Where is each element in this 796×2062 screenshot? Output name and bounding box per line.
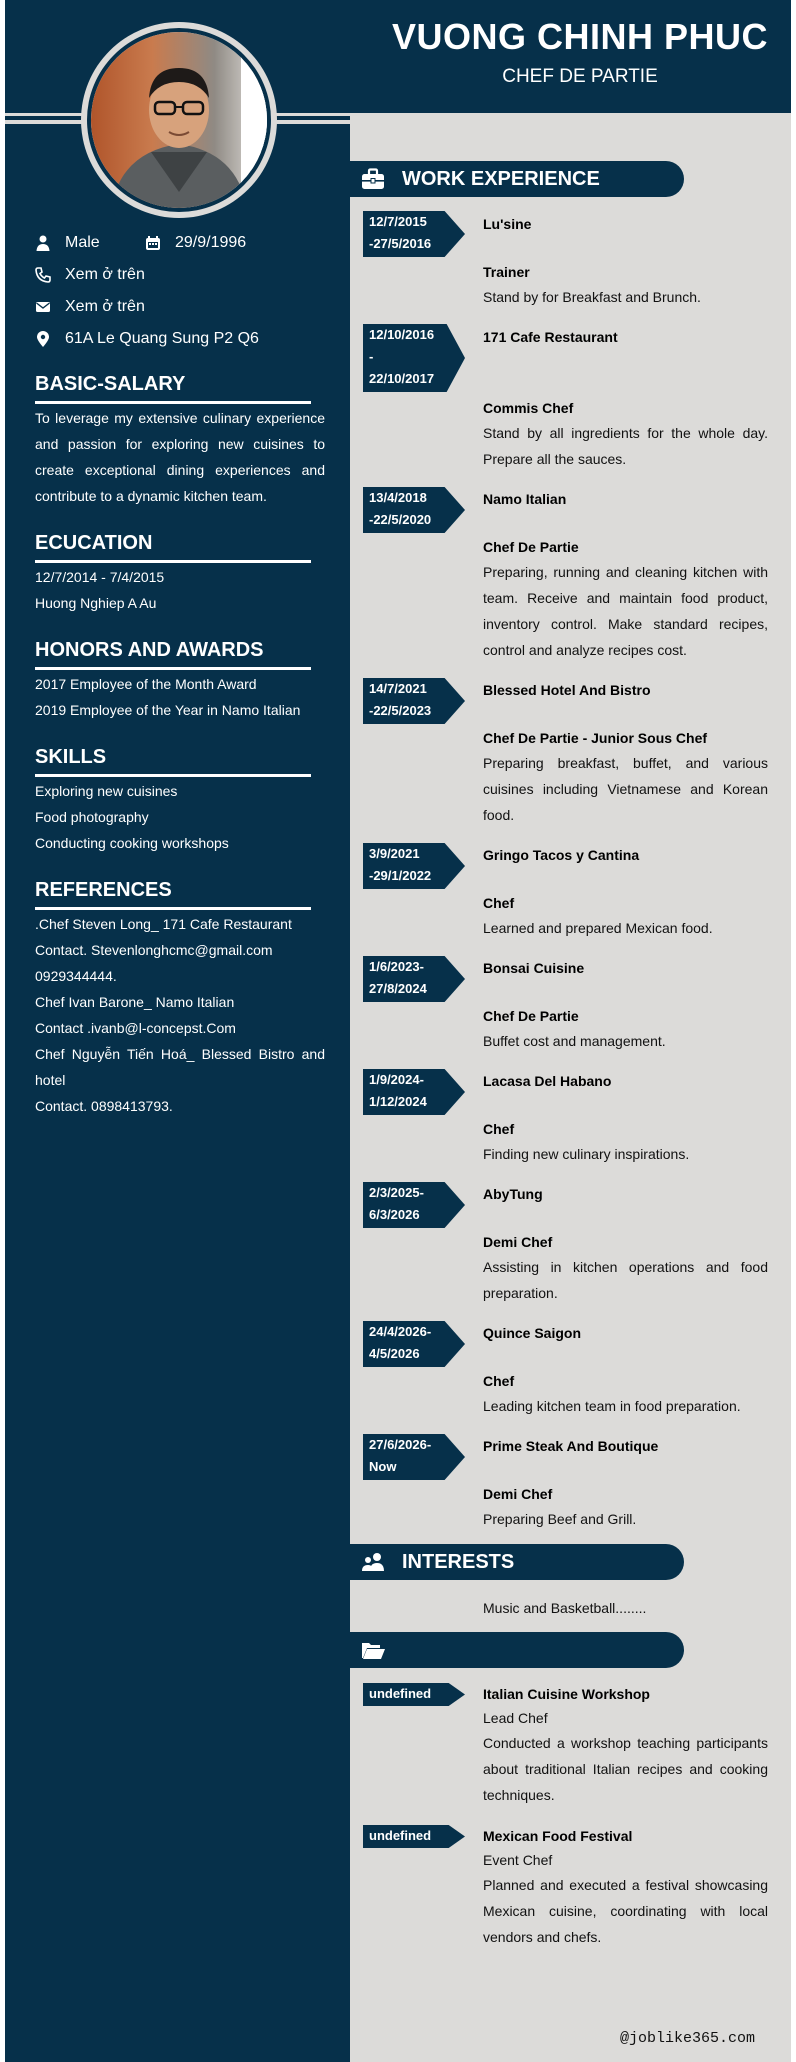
references-heading: REFERENCES (35, 879, 172, 901)
section-rule (35, 907, 311, 910)
activity-role: Lead Chef (483, 1710, 548, 1726)
job-role: Commis Chef (483, 400, 574, 416)
job-company: AbyTung (483, 1186, 543, 1202)
email-row (35, 295, 145, 319)
job-date: 24/4/2026- 4/5/2026 (363, 1321, 465, 1367)
skill-item: Conducting cooking workshops (35, 835, 229, 851)
section-rule (35, 667, 311, 670)
job-role: Trainer (483, 264, 530, 280)
education-period: 12/7/2014 - 7/4/2015 (35, 569, 165, 585)
work-experience-bar (350, 161, 684, 197)
address-row (35, 327, 259, 351)
job-date: 1/9/2024- 1/12/2024 (363, 1069, 465, 1115)
address-value: 61A Le Quang Sung P2 Q6 (65, 330, 259, 347)
section-rule (35, 560, 311, 563)
honors-heading: HONORS AND AWARDS (35, 639, 264, 661)
map-pin-icon (35, 331, 51, 347)
job-description: Leading kitchen team in food preparation. (483, 1398, 741, 1414)
person-icon (35, 235, 51, 251)
job-company: Quince Saigon (483, 1325, 582, 1341)
activity-role: Event Chef (483, 1852, 553, 1868)
job-role: Chef De Partie (483, 1008, 579, 1024)
activity-title: Mexican Food Festival (483, 1828, 633, 1844)
activity-title: Italian Cuisine Workshop (483, 1686, 650, 1702)
job-role: Chef De Partie (483, 539, 579, 555)
honor-item: 2019 Employee of the Year in Namo Italian (35, 702, 301, 718)
job-description: Stand by for Breakfast and Brunch. (483, 289, 701, 305)
job-description: Assisting in kitchen operations and food preparation. (483, 1259, 768, 1301)
basic-salary-text: To leverage my extensive culinary experience and passion for exploring new cuisines to create exceptional dining experiences and contribute to a dynamic kitchen team. (35, 410, 325, 504)
job-description: Preparing Beef and Grill. (483, 1511, 637, 1527)
section-rule (35, 774, 311, 777)
reference-line: Chef Nguyễn Tiến Hoá_ Blessed Bistro and hotel (35, 1046, 325, 1088)
interests-bar (350, 1544, 684, 1580)
education-school: Huong Nghiep A Au (35, 595, 157, 611)
gender-row (35, 231, 100, 255)
job-date: 12/10/2016 - 22/10/2017 (363, 324, 465, 392)
job-role: Chef (483, 1121, 515, 1137)
activities-bar (350, 1632, 684, 1668)
reference-line: .Chef Steven Long_ 171 Cafe Restaurant (35, 916, 292, 932)
email-value: Xem ở trên (65, 298, 145, 315)
reference-line: Contact .ivanb@l-concepst.Com (35, 1020, 236, 1036)
activity-description: Planned and executed a festival showcasing Mexican cuisine, coordinating with local vendors and chefs. (483, 1877, 768, 1945)
activity-date: undefined (363, 1825, 465, 1848)
job-date: 12/7/2015 -27/5/2016 (363, 211, 465, 257)
job-company: Namo Italian (483, 491, 567, 507)
dob-value: 29/9/1996 (175, 234, 247, 251)
folder-open-icon (360, 1637, 386, 1663)
interests-text: Music and Basketball........ (483, 1600, 647, 1616)
dob-row (145, 231, 246, 255)
profile-photo (91, 32, 267, 208)
activity-description: Conducted a workshop teaching participants about traditional Italian recipes and cooking techniques. (483, 1735, 768, 1803)
job-role: Demi Chef (483, 1486, 553, 1502)
job-date: 27/6/2026- Now (363, 1434, 465, 1480)
skill-item: Food photography (35, 809, 149, 825)
job-date: 13/4/2018 -22/5/2020 (363, 487, 465, 533)
job-company: Prime Steak And Boutique (483, 1438, 659, 1454)
watermark: @joblike365.com (620, 2030, 756, 2047)
job-title: CHEF DE PARTIE (502, 66, 658, 87)
job-description: Preparing, running and cleaning kitchen with team. Receive and maintain food product, inventory control. Make standard recipes, control and analyze recipes cost. (483, 564, 768, 658)
job-description: Preparing breakfast, buffet, and various cuisines including Vietnamese and Korean food. (483, 755, 768, 823)
job-company: Lacasa Del Habano (483, 1073, 612, 1089)
interests-heading: INTERESTS (402, 1550, 515, 1573)
honor-item: 2017 Employee of the Month Award (35, 676, 257, 692)
job-role: Chef (483, 1373, 515, 1389)
phone-icon (35, 267, 51, 283)
candidate-name: VUONG CHINH PHUC (391, 16, 768, 57)
job-date: 2/3/2025- 6/3/2026 (363, 1182, 465, 1228)
briefcase-icon (360, 166, 386, 192)
job-description: Finding new culinary inspirations. (483, 1146, 690, 1162)
job-company: Lu'sine (483, 216, 532, 232)
gender-value: Male (65, 234, 100, 251)
envelope-icon (35, 299, 51, 315)
skill-item: Exploring new cuisines (35, 783, 178, 799)
job-date: 14/7/2021 -22/5/2023 (363, 678, 465, 724)
basic-salary-heading: BASIC-SALARY (35, 373, 186, 395)
reference-line: 0929344444. (35, 968, 117, 984)
reference-line: Contact. Stevenlonghcmc@gmail.com (35, 942, 273, 958)
job-role: Demi Chef (483, 1234, 553, 1250)
job-company: Blessed Hotel And Bistro (483, 682, 651, 698)
job-date: 3/9/2021 -29/1/2022 (363, 843, 465, 889)
skills-heading: SKILLS (35, 746, 107, 768)
reference-line: Contact. 0898413793. (35, 1098, 173, 1114)
job-description: Stand by all ingredients for the whole day. Prepare all the sauces. (483, 425, 768, 467)
reference-line: Chef Ivan Barone_ Namo Italian (35, 994, 235, 1010)
education-heading: ECUCATION (35, 532, 153, 554)
job-description: Buffet cost and management. (483, 1033, 666, 1049)
work-experience-heading: WORK EXPERIENCE (402, 167, 600, 190)
phone-row (35, 263, 145, 287)
job-company: 171 Cafe Restaurant (483, 329, 618, 345)
job-description: Learned and prepared Mexican food. (483, 920, 713, 936)
job-date: 1/6/2023- 27/8/2024 (363, 956, 465, 1002)
phone-value: Xem ở trên (65, 266, 145, 283)
activity-date: undefined (363, 1683, 465, 1706)
job-role: Chef De Partie - Junior Sous Chef (483, 730, 708, 746)
job-company: Gringo Tacos y Cantina (483, 847, 640, 863)
section-rule (35, 401, 311, 404)
resume-page (5, 0, 791, 2062)
job-role: Chef (483, 895, 515, 911)
calendar-icon (145, 235, 161, 251)
users-icon (360, 1549, 386, 1575)
job-company: Bonsai Cuisine (483, 960, 585, 976)
